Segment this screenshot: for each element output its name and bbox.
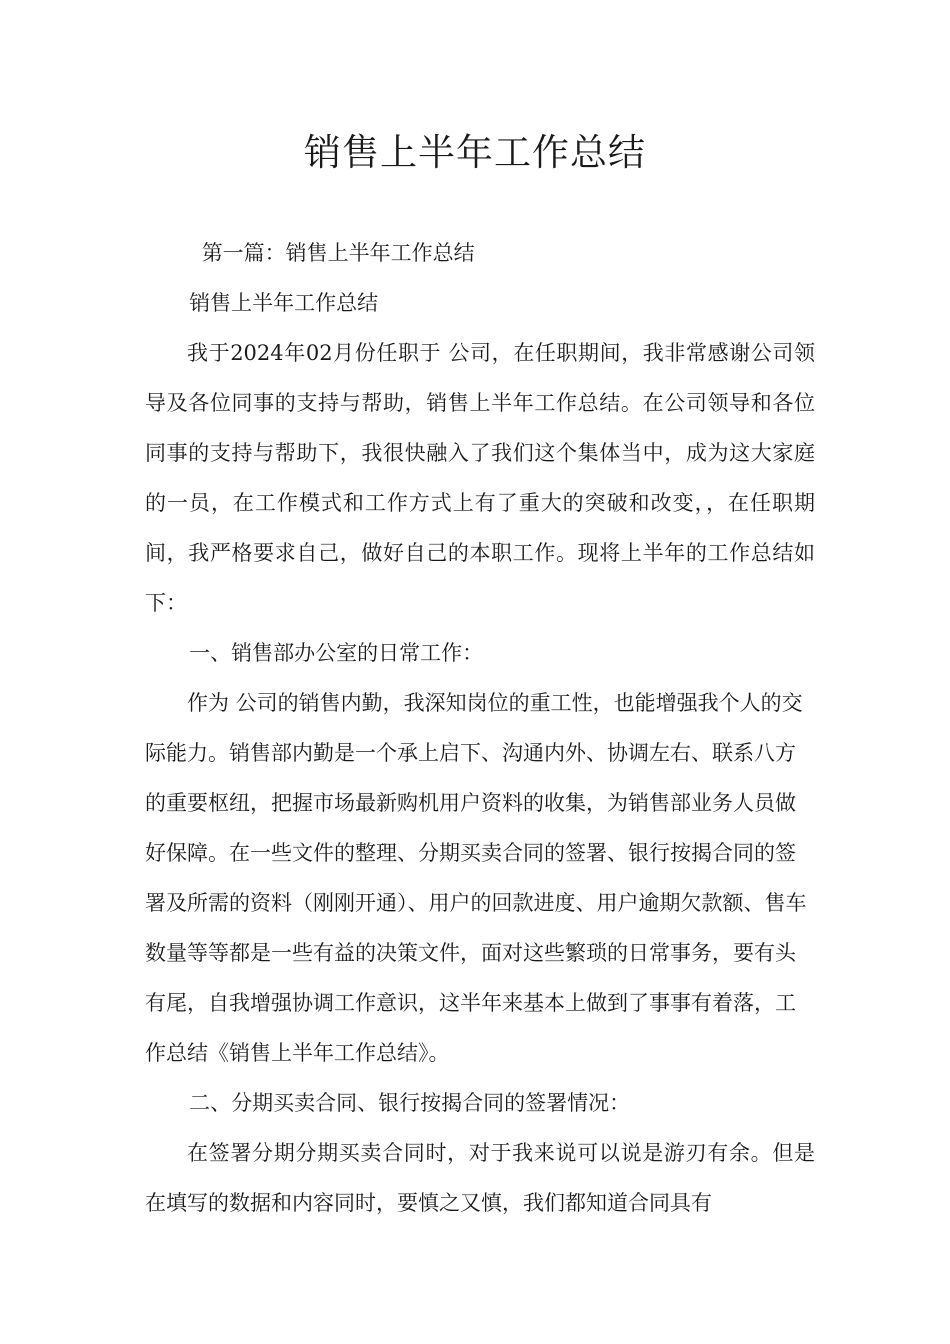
- paragraph-contracts: 在签署分期分期买卖合同时，对于我来说可以说是游刃有余。但是在填写的数据和内容同时，要慎之又慎，我们都知道合同具有: [145, 1141, 815, 1215]
- section-heading-daily-work: 一、销售部办公室的日常工作：: [189, 641, 484, 665]
- subtitle-line: 销售上半年工作总结: [189, 291, 379, 315]
- document-body: [145, 228, 815, 1228]
- section-heading-contracts: 二、分期买卖合同、银行按揭合同的签署情况：: [189, 1091, 631, 1115]
- document-title: 销售上半年工作总结: [304, 131, 646, 174]
- paragraph-daily-work: 作为 公司的销售内勤，我深知岗位的重工性，也能增强我个人的交际能力。销售部内勤是一个承上启下、沟通内外、协调左右、联系八方的重要枢纽，把握市场最新购机用户资料的收集，为销售部业务人员做好保障。在一些文件的整理、分期买卖合同的签署、银行按揭合同的签署及所需的资料（刚刚开通）、用户的回款进度、用户逾期欠款额、售车数量等等都是一些有益的决策文件，面对这些繁琐的日常事务，要有头有尾，自我增强协调工作意识，这半年来基本上做到了事事有着落，工作总结《销售上半年工作总结》。: [145, 691, 807, 1065]
- section-heading-first: 第一篇：销售上半年工作总结: [201, 241, 475, 265]
- paragraph-intro: 我于2024年02月份任职于 公司，在任职期间，我非常感谢公司领导及各位同事的支持与帮助，销售上半年工作总结。在公司领导和各位同事的支持与帮助下，我很快融入了我们这个集体当中，成为这大家庭的一员，在工作模式和工作方式上有了重大的突破和改变，，在任职期间，我严格要求自己，做好自己的本职工作。现将上半年的工作总结如下：: [145, 341, 815, 615]
